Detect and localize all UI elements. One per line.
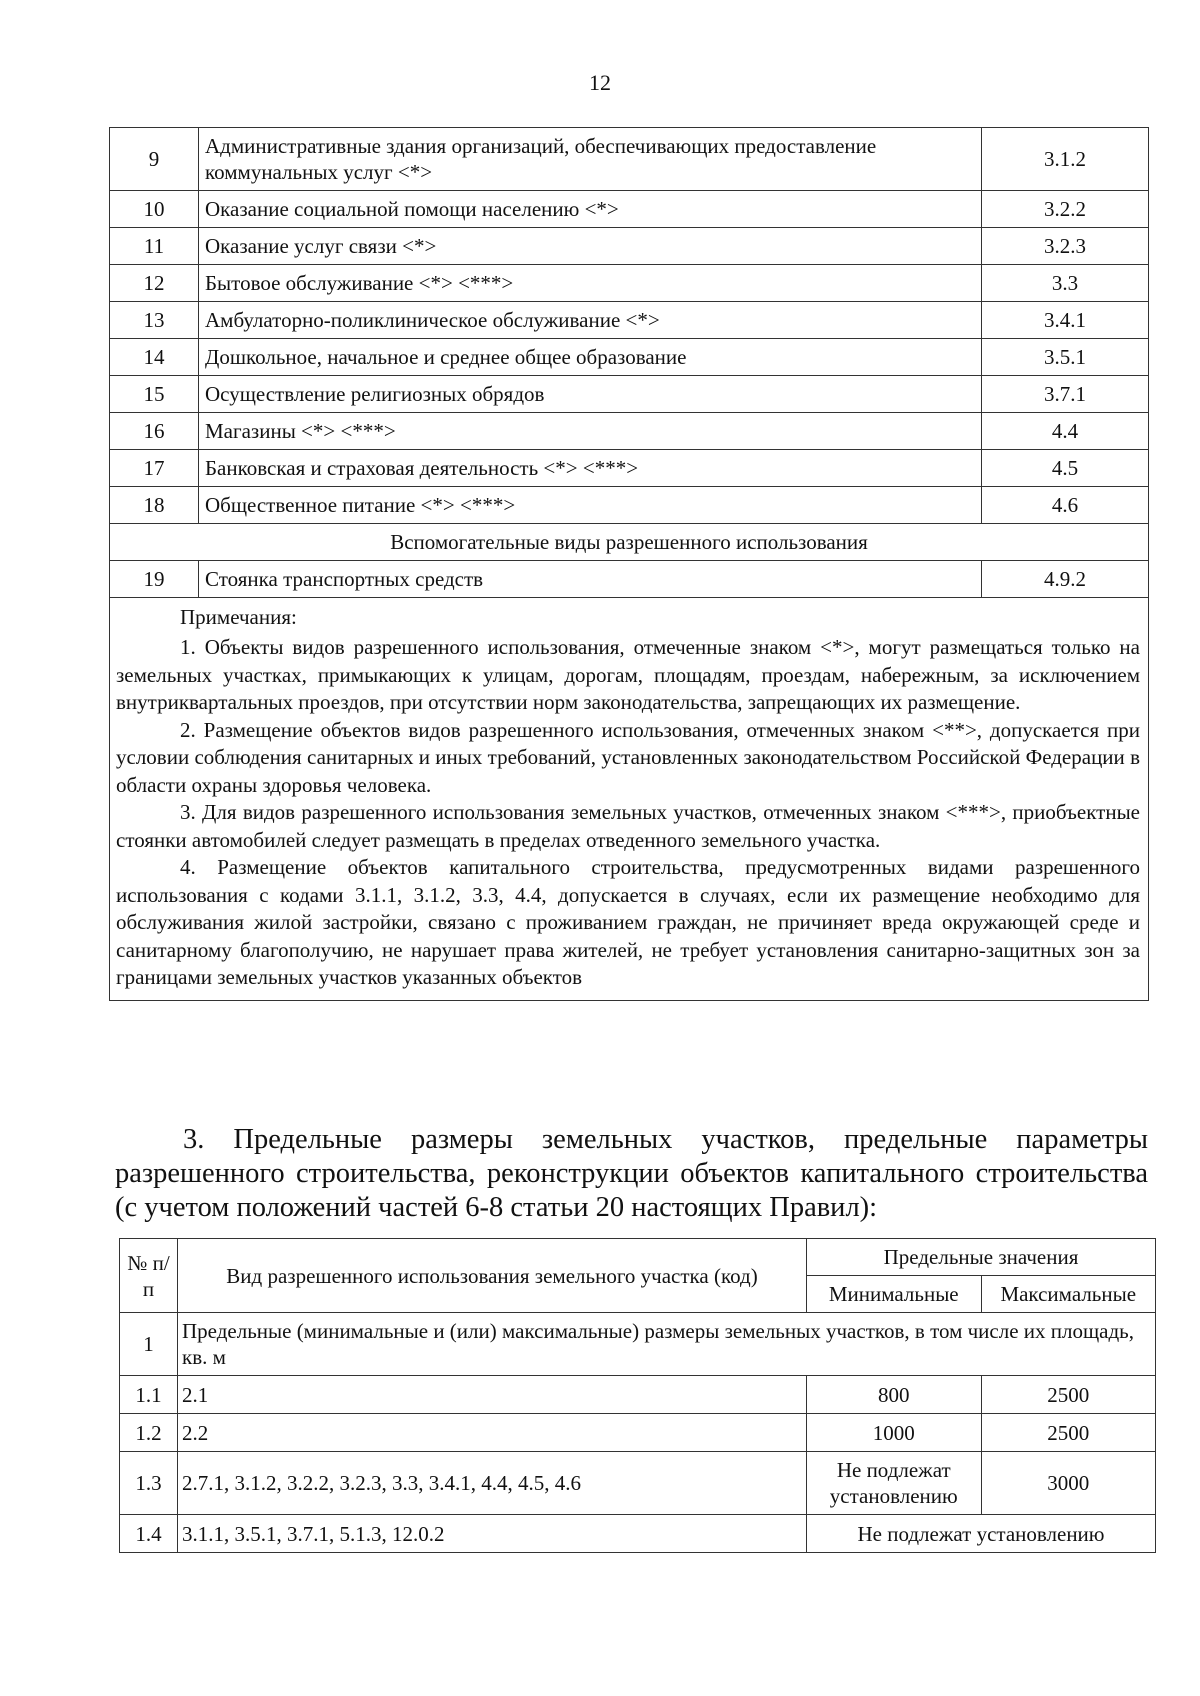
section-heading: 3. Предельные размеры земельных участков, предельные параметры разрешенного строительства, реконструкции объектов капитального строительства (с учетом положений частей 6-8 статьи 20 настоящих Правил):	[115, 1124, 1148, 1223]
max-value: 2500	[981, 1376, 1156, 1414]
use-name: Оказание услуг связи <*>	[199, 228, 982, 265]
row-number: 18	[110, 487, 199, 524]
notes-title: Примечания:	[180, 605, 297, 629]
row-number: 1	[120, 1313, 178, 1376]
use-code: 3.3	[982, 265, 1149, 302]
row-number: 15	[110, 376, 199, 413]
header-max: Максимальные	[981, 1276, 1156, 1313]
table-row	[110, 561, 1149, 598]
row-number: 9	[110, 128, 199, 191]
header-min: Минимальные	[807, 1276, 982, 1313]
min-value: 1000	[807, 1414, 982, 1452]
use-code: 4.5	[982, 450, 1149, 487]
use-code: 2.2	[178, 1414, 807, 1452]
table-row	[120, 1452, 1156, 1515]
merged-value: Не подлежат установлению	[807, 1515, 1156, 1553]
row-number: 10	[110, 191, 199, 228]
use-code: 2.1	[178, 1376, 807, 1414]
table-row	[110, 302, 1149, 339]
page-number: 12	[589, 70, 611, 95]
table-row	[110, 376, 1149, 413]
note-1: 1. Объекты видов разрешенного использования, отмеченные знаком <*>, могут размещаться только на земельных участках, примыкающих к улицам, дорогам, площадям, проездам, набережным, за исключением внутриквартальных проездов, при отсутствии норм законодательства, запрещающих их размещение.	[116, 635, 1140, 714]
use-name: Магазины <*> <***>	[199, 413, 982, 450]
table-row	[110, 265, 1149, 302]
notes-row	[110, 598, 1149, 1001]
group-title: Предельные (минимальные и (или) максимальные) размеры земельных участков, в том числе их площадь, кв. м	[178, 1313, 1156, 1376]
table-row	[110, 413, 1149, 450]
use-code: 3.1.2	[982, 128, 1149, 191]
use-code: 4.6	[982, 487, 1149, 524]
use-code: 3.7.1	[982, 376, 1149, 413]
use-code: 2.7.1, 3.1.2, 3.2.2, 3.2.3, 3.3, 3.4.1, 4.4, 4.5, 4.6	[178, 1452, 807, 1515]
group-row	[120, 1313, 1156, 1376]
table-row	[110, 128, 1149, 191]
use-name: Стоянка транспортных средств	[199, 561, 982, 598]
header-use: Вид разрешенного использования земельного участка (код)	[178, 1239, 807, 1313]
use-name: Бытовое обслуживание <*> <***>	[199, 265, 982, 302]
table-row	[120, 1414, 1156, 1452]
permitted-uses-table	[109, 127, 1149, 1001]
use-name: Административные здания организаций, обеспечивающих предоставление коммунальных услуг <*>	[199, 128, 982, 191]
use-code: 3.2.3	[982, 228, 1149, 265]
row-number: 11	[110, 228, 199, 265]
min-value: 800	[807, 1376, 982, 1414]
header-num: № п/п	[120, 1239, 178, 1313]
header-limits: Предельные значения	[807, 1239, 1156, 1276]
row-number: 19	[110, 561, 199, 598]
max-value: 3000	[981, 1452, 1156, 1515]
notes-cell	[110, 598, 1149, 1001]
row-number: 14	[110, 339, 199, 376]
note-3: 3. Для видов разрешенного использования земельных участков, отмеченных знаком <***>, приобъектные стоянки автомобилей следует размещать в пределах отведенного земельного участка.	[116, 800, 1140, 852]
use-name: Дошкольное, начальное и среднее общее образование	[199, 339, 982, 376]
use-name: Амбулаторно-поликлиническое обслуживание <*>	[199, 302, 982, 339]
table-row	[120, 1376, 1156, 1414]
section-title: Вспомогательные виды разрешенного использования	[110, 524, 1149, 561]
row-number: 16	[110, 413, 199, 450]
row-number: 12	[110, 265, 199, 302]
table-row	[110, 450, 1149, 487]
use-code: 3.1.1, 3.5.1, 3.7.1, 5.1.3, 12.0.2	[178, 1515, 807, 1553]
table-row	[110, 487, 1149, 524]
row-number: 1.2	[120, 1414, 178, 1452]
section-row	[110, 524, 1149, 561]
use-name: Осуществление религиозных обрядов	[199, 376, 982, 413]
limits-table	[119, 1238, 1156, 1553]
use-name: Общественное питание <*> <***>	[199, 487, 982, 524]
use-code: 3.4.1	[982, 302, 1149, 339]
table-row	[110, 228, 1149, 265]
header-row	[120, 1239, 1156, 1276]
table-row	[110, 191, 1149, 228]
use-code: 4.4	[982, 413, 1149, 450]
table-row	[120, 1515, 1156, 1553]
max-value: 2500	[981, 1414, 1156, 1452]
use-name: Оказание социальной помощи населению <*>	[199, 191, 982, 228]
note-4: 4. Размещение объектов капитального строительства, предусмотренных видами разрешенного использования с кодами 3.1.1, 3.1.2, 3.3, 4.4, допускается в случаях, если их размещение необходимо для обслуживания жилой застройки, связано с проживанием граждан, не причиняет вреда окружающей среде и санитарному благополучию, не нарушает права жителей, не требует установления санитарно-защитных зон за границами земельных участков указанных объектов	[116, 855, 1140, 989]
row-number: 1.1	[120, 1376, 178, 1414]
use-code: 3.5.1	[982, 339, 1149, 376]
table-row	[110, 339, 1149, 376]
min-value: Не подлежат установлению	[807, 1452, 982, 1515]
row-number: 1.4	[120, 1515, 178, 1553]
use-code: 4.9.2	[982, 561, 1149, 598]
row-number: 13	[110, 302, 199, 339]
use-name: Банковская и страховая деятельность <*> <***>	[199, 450, 982, 487]
row-number: 1.3	[120, 1452, 178, 1515]
use-code: 3.2.2	[982, 191, 1149, 228]
row-number: 17	[110, 450, 199, 487]
note-2: 2. Размещение объектов видов разрешенного использования, отмеченных знаком <**>, допускается при условии соблюдения санитарных и иных требований, установленных законодательством Российской Федерации в области охраны здоровья человека.	[116, 717, 1140, 797]
